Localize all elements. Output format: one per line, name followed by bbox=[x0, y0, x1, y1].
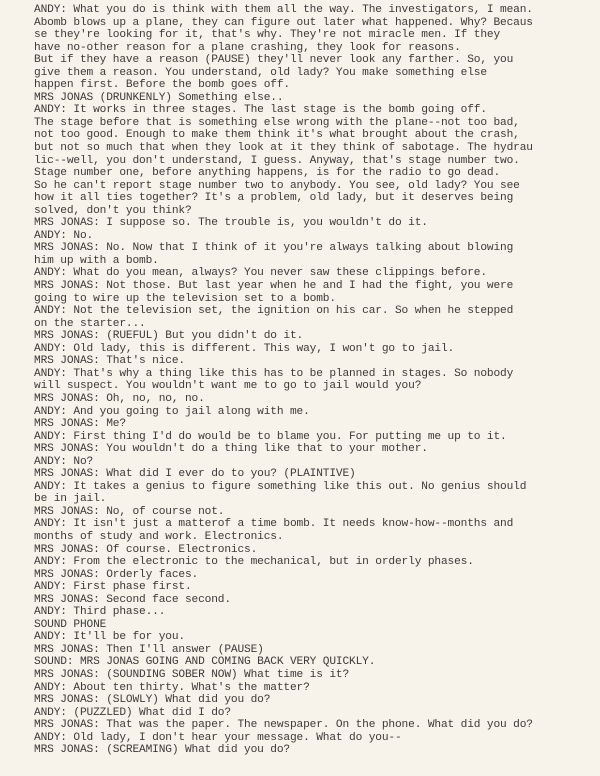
script-line: going to wire up the television set to a bomb. bbox=[34, 292, 336, 305]
script-line: se they're looking for it, that's why. They're not miracle men. If they bbox=[34, 29, 501, 42]
script-line: SOUND: MRS JONAS GOING AND COMING BACK VERY QUICKLY. bbox=[34, 656, 376, 669]
script-line: MRS JONAS: (SLOWLY) What did you do? bbox=[34, 694, 271, 707]
script-line: SOUND PHONE bbox=[34, 618, 107, 631]
script-line: ANDY: About ten thirty. What's the matter? bbox=[34, 681, 310, 694]
script-line: ANDY: What do you mean, always? You never saw these clippings before. bbox=[34, 267, 487, 280]
script-line: MRS JONAS: Me? bbox=[34, 418, 126, 431]
script-line: ANDY: Old lady, this is different. This way, I won't go to jail. bbox=[34, 342, 455, 355]
script-line: ANDY: It works in three stages. The last stage is the bomb going off. bbox=[34, 104, 487, 117]
script-line: MRS JONAS: What did I ever do to you? (PLAINTIVE) bbox=[34, 468, 356, 481]
script-line: solved, don't you think? bbox=[34, 204, 192, 217]
script-line: ANDY: No? bbox=[34, 455, 94, 468]
script-line: ANDY: It takes a genius to figure something like this out. No genius should bbox=[34, 480, 527, 493]
script-line: will suspect. You wouldn't want me to go to jail would you? bbox=[34, 380, 422, 393]
script-line: MRS JONAS: (SCREAMING) What did you do? bbox=[34, 744, 290, 757]
script-line: Abomb blows up a plane, they can figure out later what happened. Why? Becaus bbox=[34, 16, 533, 29]
script-line: MRS JONAS: No, of course not. bbox=[34, 505, 225, 518]
script-line: ANDY: First thing I'd do would be to blame you. For putting me up to it. bbox=[34, 430, 507, 443]
script-text bbox=[34, 4, 590, 757]
script-line: MRS JONAS: Orderly faces. bbox=[34, 568, 199, 581]
script-line: Stage number one, before anything happens, is for the radio to go dead. bbox=[34, 167, 501, 180]
script-line: ANDY: It'll be for you. bbox=[34, 631, 185, 644]
script-line: not too good. Enough to make them think it's what brought about the crash, bbox=[34, 129, 520, 142]
script-line: how it all ties together? It's a problem, old lady, but it deserves being bbox=[34, 192, 514, 205]
script-line: MRS JONAS: (SOUNDING SOBER NOW) What time is it? bbox=[34, 668, 350, 681]
script-line: So he can't report stage number two to anybody. You see, old lady? You see bbox=[34, 179, 520, 192]
script-line: MRS JONAS: (RUEFUL) But you didn't do it. bbox=[34, 330, 304, 343]
script-line: ANDY: And you going to jail along with me. bbox=[34, 405, 310, 418]
script-line: him up with a bomb. bbox=[34, 254, 159, 267]
script-line: ANDY: From the electronic to the mechanical, but in orderly phases. bbox=[34, 556, 474, 569]
script-line: MRS JONAS: Of course. Electronics. bbox=[34, 543, 258, 556]
script-line: ANDY: It isn't just a matterof a time bomb. It needs know-how--months and bbox=[34, 518, 514, 531]
script-line: MRS JONAS: Second face second. bbox=[34, 593, 231, 606]
script-line: ANDY: Third phase... bbox=[34, 606, 166, 619]
script-line: But if they have a reason (PAUSE) they'll never look any farther. So, you bbox=[34, 54, 514, 67]
script-line: on the starter... bbox=[34, 317, 146, 330]
script-line: but not so much that when they look at it they think of sabotage. The hydrau bbox=[34, 142, 533, 155]
script-line: MRS JONAS: Not those. But last year when he and I had the fight, you were bbox=[34, 280, 514, 293]
script-line: ANDY: No. bbox=[34, 229, 94, 242]
script-line: ANDY: Old lady, I don't hear your message. What do you-- bbox=[34, 731, 402, 744]
script-line: MRS JONAS: That was the paper. The newspaper. On the phone. What did you do? bbox=[34, 719, 533, 732]
script-line: MRS JONAS: Then I'll answer (PAUSE) bbox=[34, 643, 264, 656]
script-line: MRS JONAS: Oh, no, no, no. bbox=[34, 392, 205, 405]
script-line: ANDY: What you do is think with them all the way. The investigators, I mean. bbox=[34, 4, 533, 16]
script-line: give them a reason. You understand, old lady? You make something else bbox=[34, 66, 487, 79]
script-line: ANDY: Not the television set, the ignition on his car. So when he stepped bbox=[34, 305, 514, 318]
script-line: ANDY: That's why a thing like this has to be planned in stages. So nobody bbox=[34, 367, 514, 380]
script-line: lic--well, you don't understand, I guess. Anyway, that's stage number two. bbox=[34, 154, 520, 167]
script-line: MRS JONAS (DRUNKENLY) Something else.. bbox=[34, 91, 284, 104]
script-line: MRS JONAS: You wouldn't do a thing like that to your mother. bbox=[34, 443, 428, 456]
script-line: MRS JONAS: That's nice. bbox=[34, 355, 185, 368]
script-line: ANDY: (PUZZLED) What did I do? bbox=[34, 706, 231, 719]
script-line: be in jail. bbox=[34, 493, 107, 506]
script-line: MRS JONAS: No. Now that I think of it you're always talking about blowing bbox=[34, 242, 514, 255]
script-line: ANDY: First phase first. bbox=[34, 581, 192, 594]
script-line: MRS JONAS: I suppose so. The trouble is, you wouldn't do it. bbox=[34, 217, 428, 230]
script-line: happen first. Before the bomb goes off. bbox=[34, 79, 290, 92]
script-line: The stage before that is something else wrong with the plane--not too bad, bbox=[34, 116, 520, 129]
script-line: months of study and work. Electronics. bbox=[34, 530, 284, 543]
script-line: have no-other reason for a plane crashing, they look for reasons. bbox=[34, 41, 461, 54]
